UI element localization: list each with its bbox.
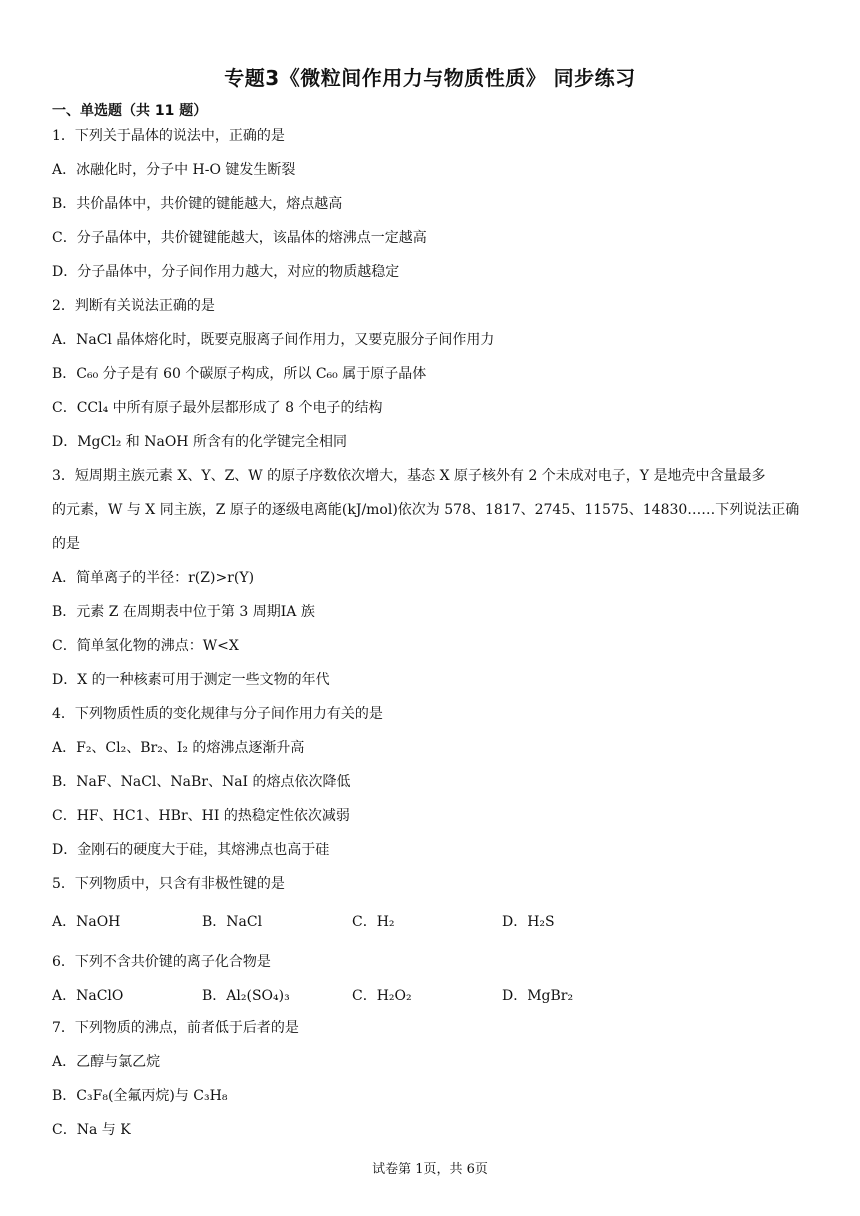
question-7-option-c: C．Na 与 K (52, 1122, 131, 1138)
question-7-option-a: A．乙醇与氯乙烷 (52, 1054, 161, 1070)
question-6-option-d: D．MgBr₂ (502, 988, 574, 1004)
question-2-option-b: B．C₆₀ 分子是有 60 个碳原子构成，所以 C₆₀ 属于原子晶体 (52, 366, 427, 382)
document-title: 专题3《微粒间作用力与物质性质》 同步练习 (224, 66, 636, 90)
question-5-option-d: D．H₂S (502, 914, 555, 930)
question-6-option-a: A．NaClO (52, 988, 124, 1004)
question-7-option-b: B．C₃F₈(全氟丙烷)与 C₃H₈ (52, 1088, 228, 1104)
question-5-options (52, 912, 812, 932)
question-6-option-c: C．H₂O₂ (352, 988, 412, 1004)
question-2-option-c: C．CCl₄ 中所有原子最外层都形成了 8 个电子的结构 (52, 400, 383, 416)
question-1-option-d: D．分子晶体中，分子间作用力越大，对应的物质越稳定 (52, 264, 400, 280)
question-1-option-c: C．分子晶体中，共价键键能越大，该晶体的熔沸点一定越高 (52, 230, 427, 246)
question-6-option-b: B．Al₂(SO₄)₃ (202, 988, 290, 1004)
question-1-stem: 1．下列关于晶体的说法中，正确的是 (52, 128, 285, 144)
question-1-option-a: A．冰融化时，分子中 H-O 键发生断裂 (52, 162, 296, 178)
question-6-options (52, 986, 812, 1006)
question-1-option-b: B．共价晶体中，共价键的键能越大，熔点越高 (52, 196, 343, 212)
question-3-option-a: A．简单离子的半径：r(Z)>r(Y) (52, 570, 255, 586)
question-4-stem: 4．下列物质性质的变化规律与分子间作用力有关的是 (52, 706, 383, 722)
question-2-option-a: A．NaCl 晶体熔化时，既要克服离子间作用力，又要克服分子间作用力 (52, 332, 495, 348)
question-2-stem: 2．判断有关说法正确的是 (52, 298, 215, 314)
question-4-option-c: C．HF、HC1、HBr、HI 的热稳定性依次减弱 (52, 808, 350, 824)
question-3-stem-line-1: 3．短周期主族元素 X、Y、Z、W 的原子序数依次增大，基态 X 原子核外有 2 个未成对电子，Y 是地壳中含量最多 (52, 468, 766, 484)
question-4-option-b: B．NaF、NaCl、NaBr、NaI 的熔点依次降低 (52, 774, 351, 790)
question-5-stem: 5．下列物质中，只含有非极性键的是 (52, 876, 285, 892)
question-2-option-d: D．MgCl₂ 和 NaOH 所含有的化学键完全相同 (52, 434, 347, 450)
question-5-option-b: B．NaCl (202, 914, 263, 930)
question-3-option-b: B．元素 Z 在周期表中位于第 3 周期IA 族 (52, 604, 315, 620)
question-4-option-d: D．金刚石的硬度大于硅，其熔沸点也高于硅 (52, 842, 330, 858)
question-5-option-c: C．H₂ (352, 914, 395, 930)
question-3-stem-line-3: 的是 (52, 536, 80, 552)
question-3-stem-line-2: 的元素，W 与 X 同主族，Z 原子的逐级电离能(kJ/mol)依次为 578、1817、2745、11575、14830……下列说法正确 (52, 502, 800, 518)
question-6-stem: 6．下列不含共价键的离子化合物是 (52, 954, 271, 970)
question-3-option-c: C．简单氢化物的沸点：W<X (52, 638, 239, 654)
section-heading: 一、单选题（共 11 题） (52, 103, 208, 119)
question-4-option-a: A．F₂、Cl₂、Br₂、I₂ 的熔沸点逐渐升高 (52, 740, 305, 756)
question-7-stem: 7．下列物质的沸点，前者低于后者的是 (52, 1020, 299, 1036)
question-5-option-a: A．NaOH (52, 914, 121, 930)
page-footer: 试卷第 1页，共 6页 (372, 1162, 488, 1177)
question-3-option-d: D．X 的一种核素可用于测定一些文物的年代 (52, 672, 330, 688)
